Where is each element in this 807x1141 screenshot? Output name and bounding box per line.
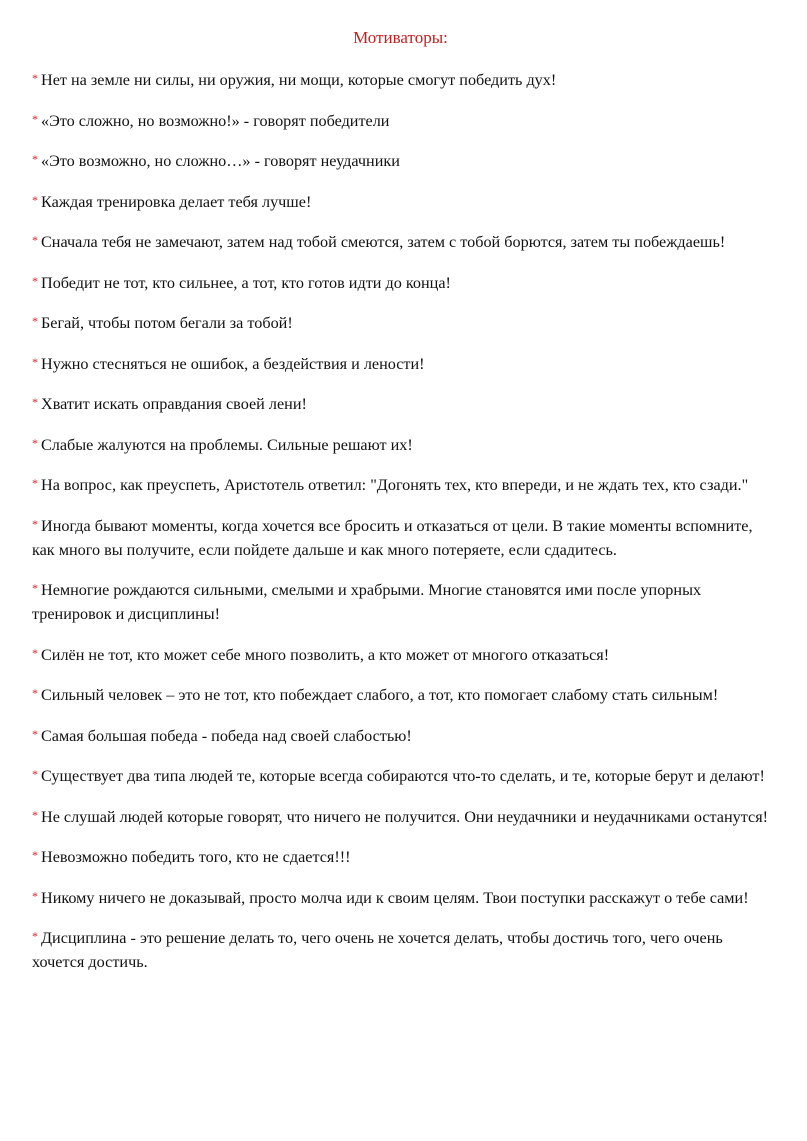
motivator-text: Сильный человек – это не тот, кто побеждает слабого, а тот, кто помогает слабому стать сильным! <box>41 686 719 704</box>
motivator-item <box>32 431 769 457</box>
page-title: Мотиваторы: <box>353 28 448 47</box>
bullet-asterisk: * <box>32 726 38 741</box>
motivator-item <box>32 188 769 214</box>
bullet-asterisk: * <box>32 645 38 660</box>
motivator-item <box>32 681 769 707</box>
motivator-list <box>32 66 769 974</box>
motivator-text: Слабые жалуются на проблемы. Сильные решают их! <box>41 435 413 454</box>
bullet-asterisk: * <box>32 767 38 781</box>
bullet-asterisk: * <box>32 686 38 700</box>
motivator-text: Иногда бывают моменты, когда хочется все бросить и отказаться от цели. В такие моменты вспомните, как много вы получите, если пойдете дальше и как много потеряете, если сдадитесь. <box>32 516 753 559</box>
motivator-text: «Это возможно, но сложно…» - говорят неудачники <box>41 152 400 170</box>
bullet-asterisk: * <box>32 273 38 288</box>
motivator-item <box>32 924 769 974</box>
motivator-text: Сначала тебя не замечают, затем над тобой смеются, затем с тобой борются, затем ты побеждаешь! <box>41 233 726 251</box>
motivator-item <box>32 269 769 295</box>
bullet-asterisk: * <box>32 354 38 369</box>
motivator-text: Самая большая победа - победа над своей слабостью! <box>41 726 412 745</box>
bullet-asterisk: * <box>32 152 38 166</box>
bullet-asterisk: * <box>32 807 38 822</box>
motivator-text: Силён не тот, кто может себе много позволить, а кто может от многого отказаться! <box>41 645 610 664</box>
motivator-item <box>32 147 769 173</box>
motivator-item <box>32 576 769 626</box>
motivator-item <box>32 228 769 254</box>
motivator-text: Не слушай людей которые говорят, что ничего не получится. Они неудачники и неудачниками останутся! <box>41 807 769 826</box>
bullet-asterisk: * <box>32 476 38 490</box>
motivator-text: Нужно стесняться не ошибок, а бездействия и лености! <box>41 354 425 373</box>
motivator-item <box>32 884 769 910</box>
bullet-asterisk: * <box>32 888 38 903</box>
bullet-asterisk: * <box>32 71 38 85</box>
motivator-text: Никому ничего не доказывай, просто молча иди к своим целям. Твои поступки расскажут о тебе сами! <box>41 888 749 907</box>
bullet-asterisk: * <box>32 395 38 409</box>
motivator-item <box>32 309 769 335</box>
bullet-asterisk: * <box>32 314 38 328</box>
motivator-item <box>32 390 769 416</box>
bullet-asterisk: * <box>32 848 38 862</box>
bullet-asterisk: * <box>32 435 38 450</box>
motivator-text: На вопрос, как преуспеть, Аристотель ответил: "Догонять тех, кто впереди, и не ждать тех, кто сзади." <box>41 476 749 494</box>
motivator-item <box>32 803 769 829</box>
motivator-item <box>32 722 769 748</box>
bullet-asterisk: * <box>32 111 38 126</box>
motivator-text: Немногие рождаются сильными, смелыми и храбрыми. Многие становятся ими после упорных тренировок и дисциплины! <box>32 581 702 623</box>
motivator-item <box>32 350 769 376</box>
motivator-text: Нет на земле ни силы, ни оружия, ни мощи, которые смогут победить дух! <box>41 71 557 89</box>
motivator-item <box>32 66 769 92</box>
motivator-item <box>32 471 769 497</box>
motivator-text: Существует два типа людей те, которые всегда собираются что-то сделать, и те, которые берут и делают! <box>41 767 765 785</box>
bullet-asterisk: * <box>32 233 38 247</box>
motivator-item <box>32 512 769 562</box>
motivator-text: Хватит искать оправдания своей лени! <box>41 395 307 413</box>
motivator-text: Победит не тот, кто сильнее, а тот, кто готов идти до конца! <box>41 273 451 292</box>
motivator-text: Бегай, чтобы потом бегали за тобой! <box>41 314 293 332</box>
motivator-item <box>32 762 769 788</box>
motivator-item <box>32 641 769 667</box>
bullet-asterisk: * <box>32 516 38 531</box>
bullet-asterisk: * <box>32 929 38 943</box>
motivator-item <box>32 843 769 869</box>
motivator-text: Дисциплина - это решение делать то, чего очень не хочется делать, чтобы достичь того, чего очень хочется достичь. <box>32 929 723 971</box>
motivator-text: Каждая тренировка делает тебя лучше! <box>41 192 312 211</box>
bullet-asterisk: * <box>32 192 38 207</box>
motivator-text: Невозможно победить того, кто не сдается!!! <box>41 848 351 866</box>
motivator-item <box>32 107 769 133</box>
motivator-text: «Это сложно, но возможно!» - говорят победители <box>41 111 390 130</box>
bullet-asterisk: * <box>32 581 38 595</box>
